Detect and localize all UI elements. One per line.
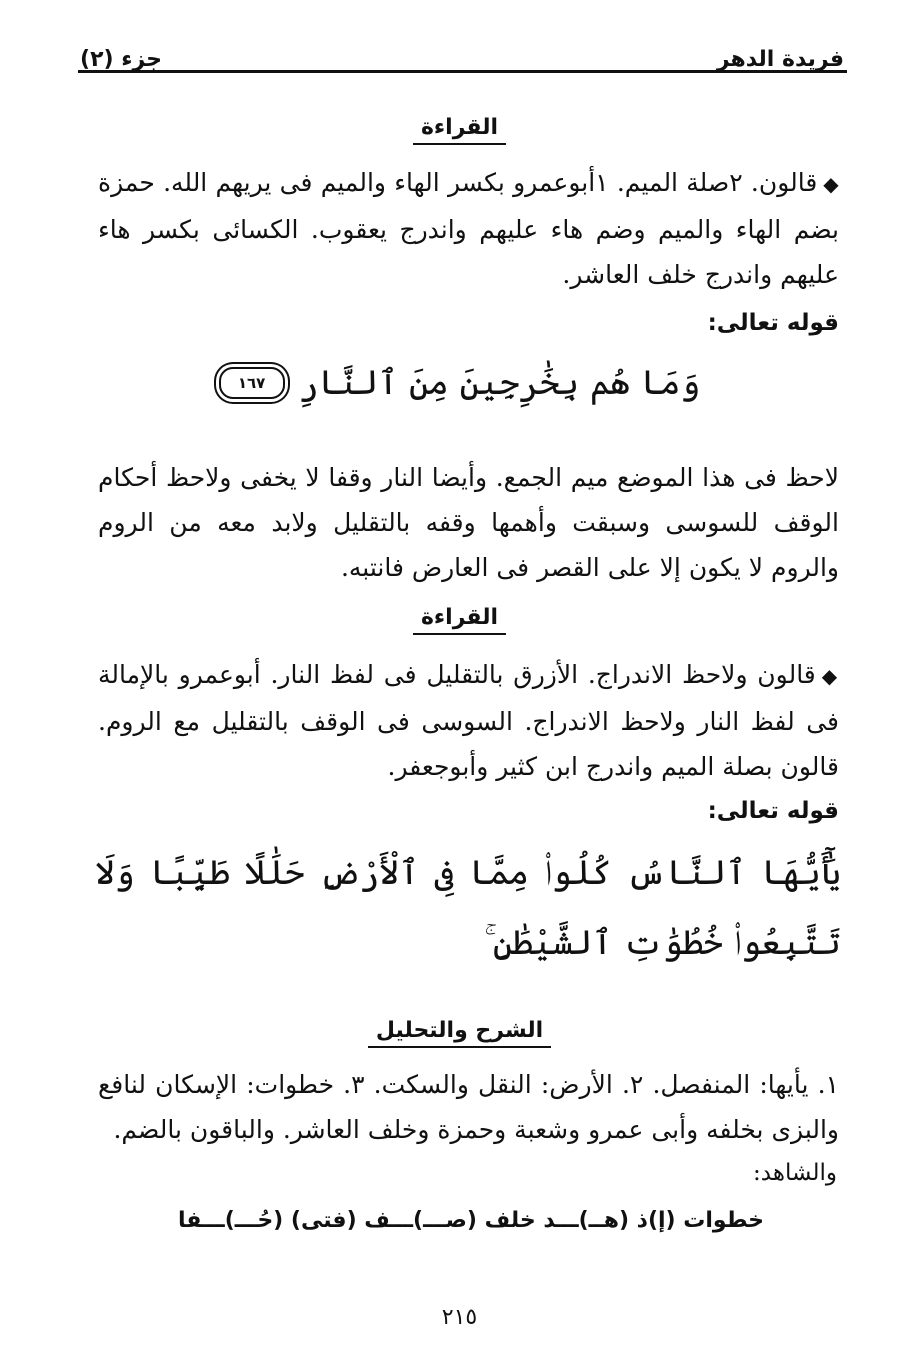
witness-verse: خطوات (إ)ذ (هــ)ـــد خلف (صـــ)ـــف (فتى) (حُـــ)ـــفا bbox=[178, 1208, 764, 1233]
quran-verse-1 bbox=[0, 362, 919, 403]
commentary-paragraph: لاحظ فى هذا الموضع ميم الجمع. وأيضا النار وقفا لا يخفى ولاحظ أحكام الوقف للسوسى وسبقت وأهمها وقفه بالتقليل ولابد معه من الروم والروم لا يكون إلا على القصر فى العارض فانتبه. bbox=[98, 463, 839, 582]
verse-label-1: قوله تعالى: bbox=[707, 310, 839, 336]
witness-label: والشاهد: bbox=[753, 1160, 837, 1186]
part-label: جزء (٢) bbox=[80, 47, 163, 72]
book-title: فريدة الدهر bbox=[716, 47, 844, 72]
quran-verse-2: يَٰٓأَيُّهَا ٱلنَّاسُ كُلُوا۟ مِمَّا فِى ٱلْأَرْضِ حَلَٰلًا طَيِّبًا وَلَا تَتَّبِعُوا۟ خُطُوَٰتِ ٱلشَّيْطَٰنِ ۚ bbox=[95, 853, 841, 963]
section-heading-analysis: الشرح والتحليل bbox=[0, 1018, 919, 1048]
running-header bbox=[80, 30, 844, 72]
ayah-number-marker: ١٦٧ bbox=[219, 367, 285, 399]
page-number: ٢١٥ bbox=[441, 1305, 478, 1330]
reading-paragraph-2: ◆قالون ولاحظ الاندراج. الأزرق بالتقليل فى لفظ النار. أبوعمرو بالإمالة فى لفظ النار ولاحظ الاندراج. السوسى فى الوقف بالتقليل مع الروم. قالون بصلة الميم واندرج ابن كثير وأبوجعفر. bbox=[98, 660, 839, 781]
section-heading-reading-1: القراءة bbox=[0, 115, 919, 145]
diamond-bullet-icon: ◆ bbox=[821, 664, 839, 688]
diamond-bullet-icon: ◆ bbox=[823, 172, 839, 196]
verse-text-1: وَمَا هُم بِخَٰرِجِينَ مِنَ ٱلنَّارِ bbox=[298, 363, 701, 403]
reading-paragraph-1: ◆قالون. ٢صلة الميم. ١أبوعمرو بكسر الهاء والميم فى يريهم الله. حمزة بضم الهاء والميم وضم هاء عليهم واندرج يعقوب. الكسائى بكسر هاء عليهم واندرج خلف العاشر. bbox=[98, 168, 839, 289]
section-heading-reading-2: القراءة bbox=[0, 605, 919, 635]
analysis-paragraph: ١. يأيها: المنفصل. ٢. الأرض: النقل والسكت. ٣. خطوات: الإسكان لنافع والبزى بخلفه وأبى عمرو وشعبة وحمزة وخلف العاشر. والباقون بالضم. bbox=[98, 1070, 839, 1144]
verse-label-2: قوله تعالى: bbox=[707, 798, 839, 824]
header-rule bbox=[78, 70, 847, 73]
